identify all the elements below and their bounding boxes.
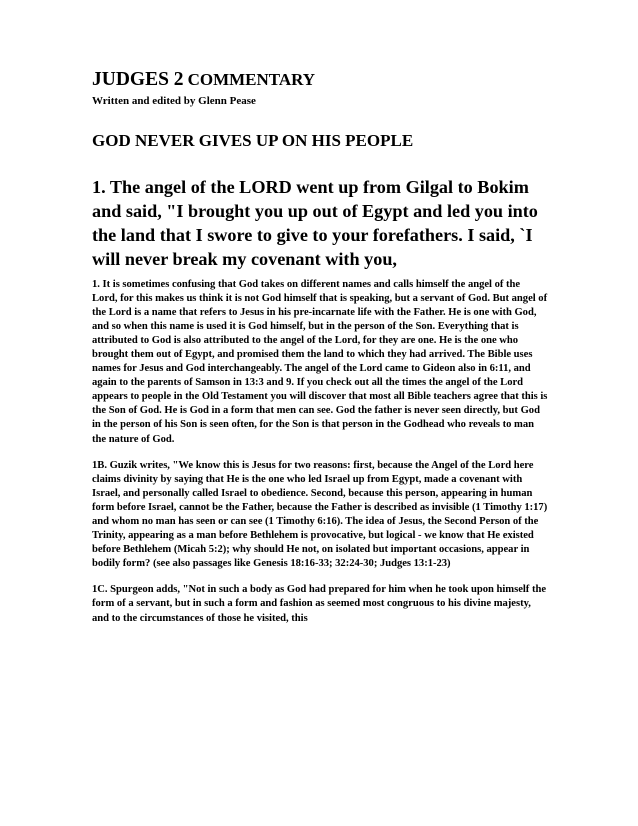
section-title: GOD NEVER GIVES UP ON HIS PEOPLE [92,130,414,150]
document-page [92,70,548,626]
verse-text: 1. The angel of the LORD went up from Gilgal to Bokim and said, "I brought you up out of Egypt and led you into the land that I swore to give to your forefathers. I said, `I will never break my covenant with you, [92,176,538,269]
title-main: JUDGES 2 [92,69,184,90]
title-rest: COMMENTARY [187,70,316,89]
byline: Written and edited by Glenn Pease [92,94,256,107]
commentary-paragraph-2: 1B. Guzik writes, "We know this is Jesus for two reasons: first, because the Angel of the Lord here claims divinity by saying that He is the one who led Israel up from Egypt, made a covenant with Israel, and personally called Israel to obedience. Second, because this person, appearing in human form before Israel, cannot be the Father, because the Father is described as invisible (1 Timothy 1:17) and whom no man has seen or can see (1 Timothy 6:16). The idea of Jesus, the Second Person of the Trinity, appearing as a man before Bethlehem is provocative, but logical - we know that He existed before Bethlehem (Micah 5:2); why should He not, on isolated but important occasions, appear in bodily form? (see also passages like Genesis 18:16-33; 32:24-30; Judges 13:1-23) [92,459,548,570]
commentary-paragraph-3: 1C. Spurgeon adds, "Not in such a body as God had prepared for him when he took upon himself the form of a servant, but in such a form and fashion as seemed most congruous to his divine majesty, and to the circumstances of those he visited, this [92,584,546,624]
commentary-paragraph-1: 1. It is sometimes confusing that God takes on different names and calls himself the angel of the Lord, for this makes us think it is not God himself that is speaking, but a servant of God. But angel of the Lord is a name that refers to Jesus in his pre-incarnate life with the Father. He is one with God, and so when this name is used it is God himself, but in the person of the Son. Everything that is attributed to God is also attributed to the angel of the Lord, for they are one. He is the one who brought them out of Egypt, and promised them the land to which they had arrived. The Bible uses names for Jesus and God interchangeably. The angel of the Lord came to Gideon also in 6:11, and again to the parents of Samson in 13:3 and 9. If you check out all the times the angel of the Lord appears to people in the Old Testament you will discover that most all Bible teachers agree that this is the Son of God. He is God in a form that men can see. God the father is never seen directly, but God in the person of his Son is seen often, for the Son is that person in the Godhead who reveals to man the nature of God. [92,278,548,445]
document-title [92,70,548,90]
